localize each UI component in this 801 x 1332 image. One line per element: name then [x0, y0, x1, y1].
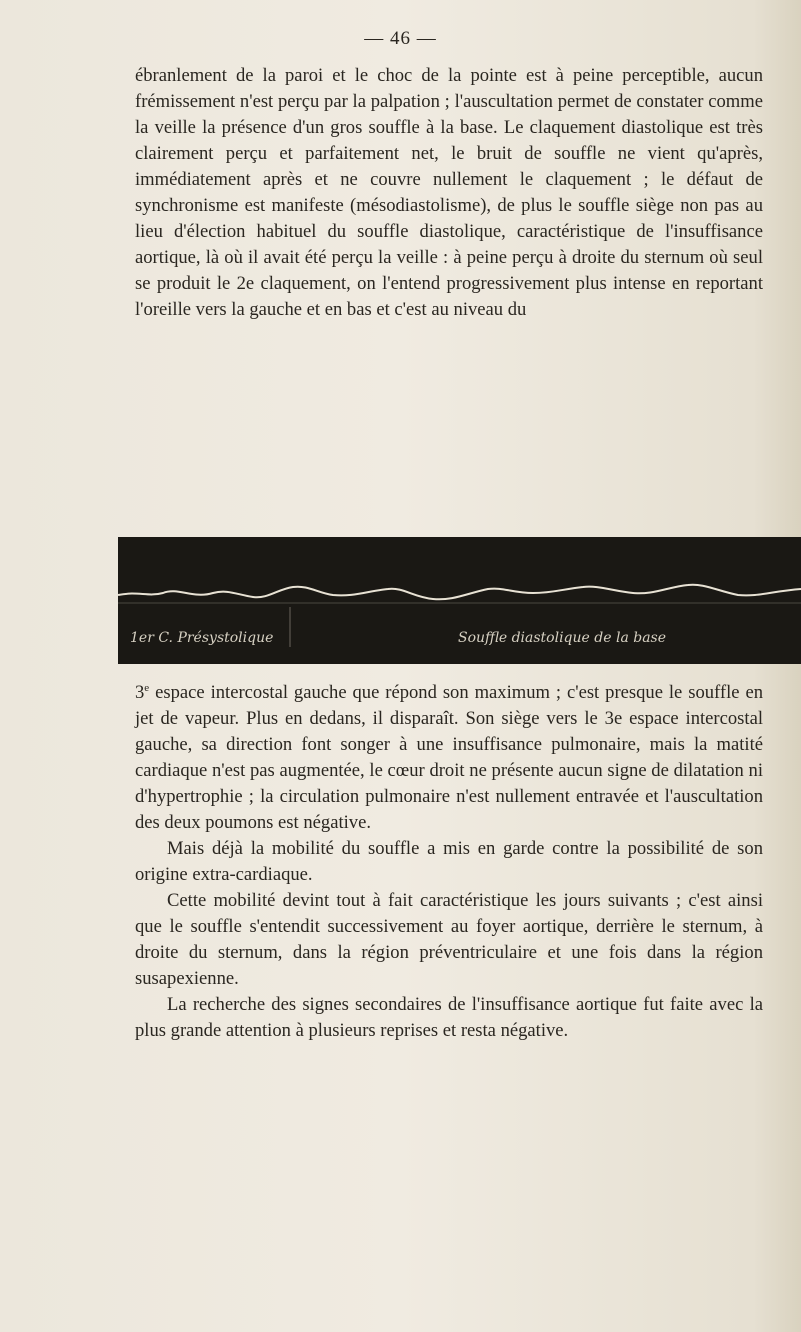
paragraph-5: La recherche des signes secondaires de l'insuffisance aortique fut faite avec la plus grande attention à plusieurs reprises et resta négative.	[135, 994, 763, 1041]
paragraph-2-prefix: 3	[135, 682, 145, 703]
tracing-label-left: 1er C. Présystolique	[130, 630, 274, 646]
tracing-line	[118, 585, 801, 600]
paragraph-2	[135, 680, 763, 836]
phonocardiogram-tracing	[118, 537, 801, 664]
page-number: — 46 —	[364, 28, 437, 49]
paragraph-4: Cette mobilité devint tout à fait caractéristique les jours suivants ; c'est ainsi que le souffle s'entendit successivement au foyer aortique, derrière le sternum, à droite du sternum, dans la région préventriculaire et une fois dans la région susapexienne.	[135, 890, 763, 989]
paragraph-3: Mais déjà la mobilité du souffle a mis en garde contre la possibilité de son origine extra-cardiaque.	[135, 838, 763, 885]
paragraph-1: ébranlement de la paroi et le choc de la pointe est à peine perceptible, aucun frémissement n'est perçu par la palpation ; l'auscultation permet de constater comme la veille la présence d'un gros souffle à la base. Le claquement diastolique est très clairement perçu et parfaitement net, le bruit de souffle ne vient qu'après, immédiatement après et ne couvre nullement le claquement ; le défaut de synchronisme est manifeste (mésodiastolisme), de plus le souffle siège non pas au lieu d'élection habituel du souffle diastolique, caractéristique de l'insuffisance aortique, là où il avait été perçu la veille : à peine perçu à droite du sternum où seul se produit le 2e claquement, on l'entend progressivement plus intense en reportant l'oreille vers la gauche et en bas et c'est au niveau du	[135, 65, 763, 320]
paragraph-2-sup: e	[144, 681, 150, 694]
paragraph-2-text: espace intercostal gauche que répond son maximum ; c'est presque le souffle en jet de vapeur. Plus en dedans, il disparaît. Son siège vers le 3e espace intercostal gauche, sa direction font songer à une insuffisance pulmonaire, mais la matité cardiaque n'est pas augmentée, le cœur droit ne présente aucun signe de dilatation ni d'hypertrophie ; la circulation pulmonaire n'est nullement entravée et l'auscultation des deux poumons est négative.	[135, 682, 763, 833]
tracing-label-right: Souffle diastolique de la base	[458, 630, 667, 646]
text-continuation	[135, 680, 763, 1044]
